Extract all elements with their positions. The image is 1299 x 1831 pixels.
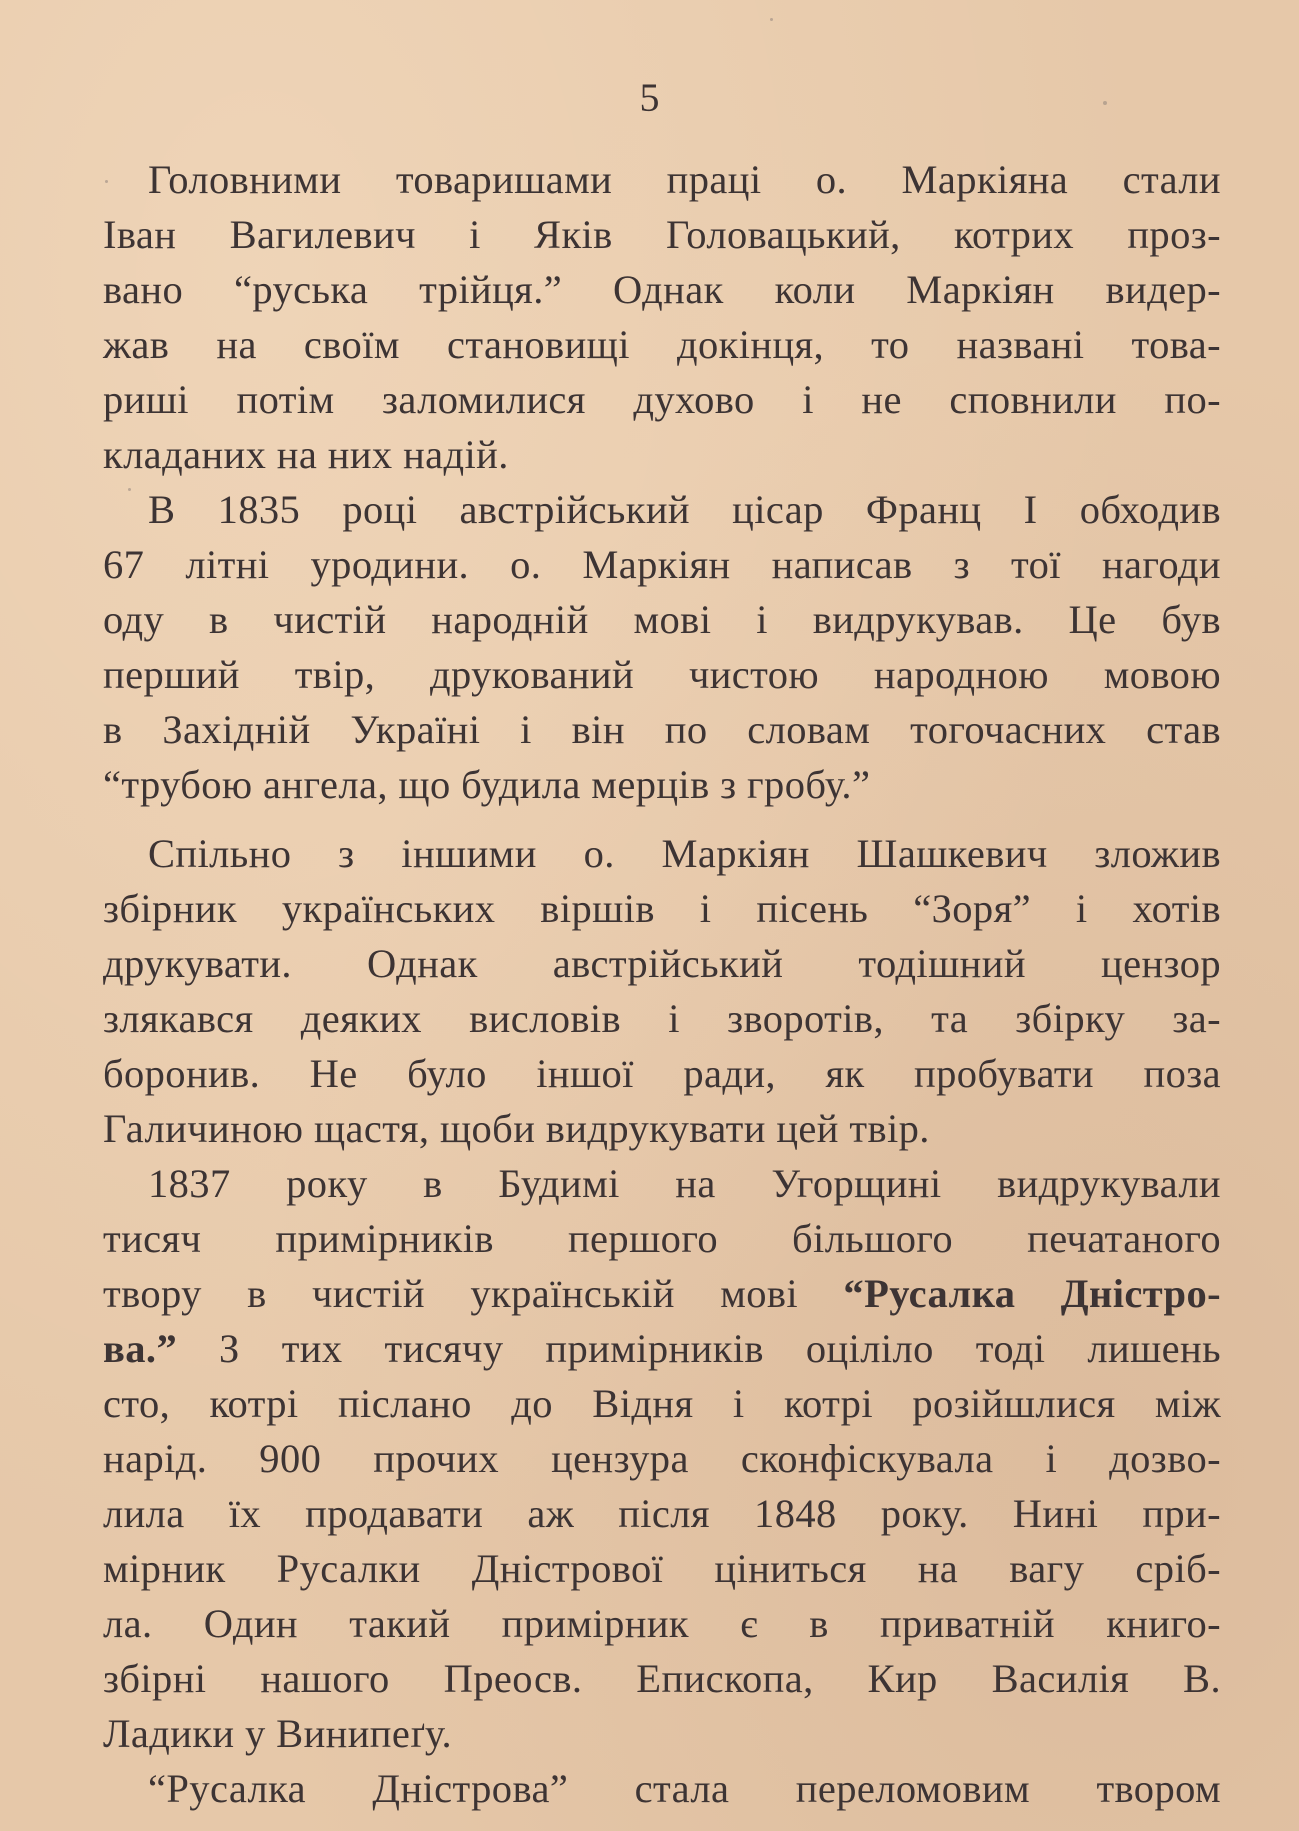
text-run: твору в чистій українській мові xyxy=(103,1271,844,1316)
text-line: вано “руська трійця.” Однак коли Маркіян видер- xyxy=(103,267,1221,312)
text-line: збірник українських віршів і пісень “Зоря” і хотів xyxy=(103,886,1221,931)
text-line: злякався деяких висловів і зворотів, та збірку за- xyxy=(103,996,1221,1041)
text-line: ла. Один такий примірник є в приватній книго- xyxy=(103,1601,1221,1646)
text-line: Галичиною щастя, щоби видрукувати цей твір. xyxy=(103,1106,930,1151)
text-line: Спільно з іншими о. Маркіян Шашкевич зложив xyxy=(148,831,1221,876)
book-title-bold: ва.” xyxy=(103,1326,178,1371)
text-line: оду в чистій народній мові і видрукував. Це був xyxy=(103,597,1221,642)
text-line xyxy=(103,1266,1221,1321)
paper-speck xyxy=(128,488,131,491)
text-line: нарід. 900 прочих цензура сконфіскувала і дозво- xyxy=(103,1436,1221,1481)
book-title-bold: “Русалка Дністро- xyxy=(843,1271,1222,1316)
text-line: мірник Русалки Дністрової ціниться на вагу сріб- xyxy=(103,1546,1221,1591)
text-line: боронив. Не було іншої ради, як пробувати поза xyxy=(103,1051,1221,1096)
page-number: 5 xyxy=(639,75,660,120)
text-line: 1837 року в Будимі на Угорщині видрукували xyxy=(148,1161,1221,1206)
text-line: перший твір, друкований чистою народною мовою xyxy=(103,652,1221,697)
text-line: в Західній Україні і він по словам тогочасних став xyxy=(103,707,1221,752)
text-line: “Русалка Дністрова” стала переломовим твором xyxy=(148,1766,1221,1811)
text-line: збірні нашого Преосв. Епископа, Кир Василія В. xyxy=(103,1656,1221,1701)
paper-speck xyxy=(105,180,108,183)
text-line: друкувати. Однак австрійський тодішний цензор xyxy=(103,941,1221,986)
text-line: лила їх продавати аж після 1848 року. Нині при- xyxy=(103,1491,1221,1536)
paper-speck xyxy=(1103,101,1107,105)
text-line: 67 літні уродини. о. Маркіян написав з тої нагоди xyxy=(103,542,1221,587)
text-run: З тих тисячу примірників оціліло тоді лишень xyxy=(177,1326,1221,1371)
text-line: кладаних на них надій. xyxy=(103,432,509,477)
text-line xyxy=(103,1321,1221,1376)
text-line: сто, котрі післано до Відня і котрі розійшлися між xyxy=(103,1381,1221,1426)
text-line: В 1835 році австрійський цісар Франц І обходив xyxy=(148,487,1221,532)
text-line: Іван Вагилевич і Яків Головацький, котрих проз- xyxy=(103,212,1221,257)
text-line: Головними товаришами праці о. Маркіяна стали xyxy=(148,157,1221,202)
body-text xyxy=(103,152,1221,1816)
text-line: Ладики у Винипеґу. xyxy=(103,1711,452,1756)
text-line: “трубою ангела, що будила мерців з гробу.” xyxy=(103,762,871,807)
text-line: жав на своїм становищі докінця, то названі това- xyxy=(103,322,1221,367)
text-line: тисяч примірників першого більшого печатаного xyxy=(103,1216,1221,1261)
text-line: риші потім заломилися духово і не сповнили по- xyxy=(103,377,1221,422)
paper-speck xyxy=(770,18,773,21)
